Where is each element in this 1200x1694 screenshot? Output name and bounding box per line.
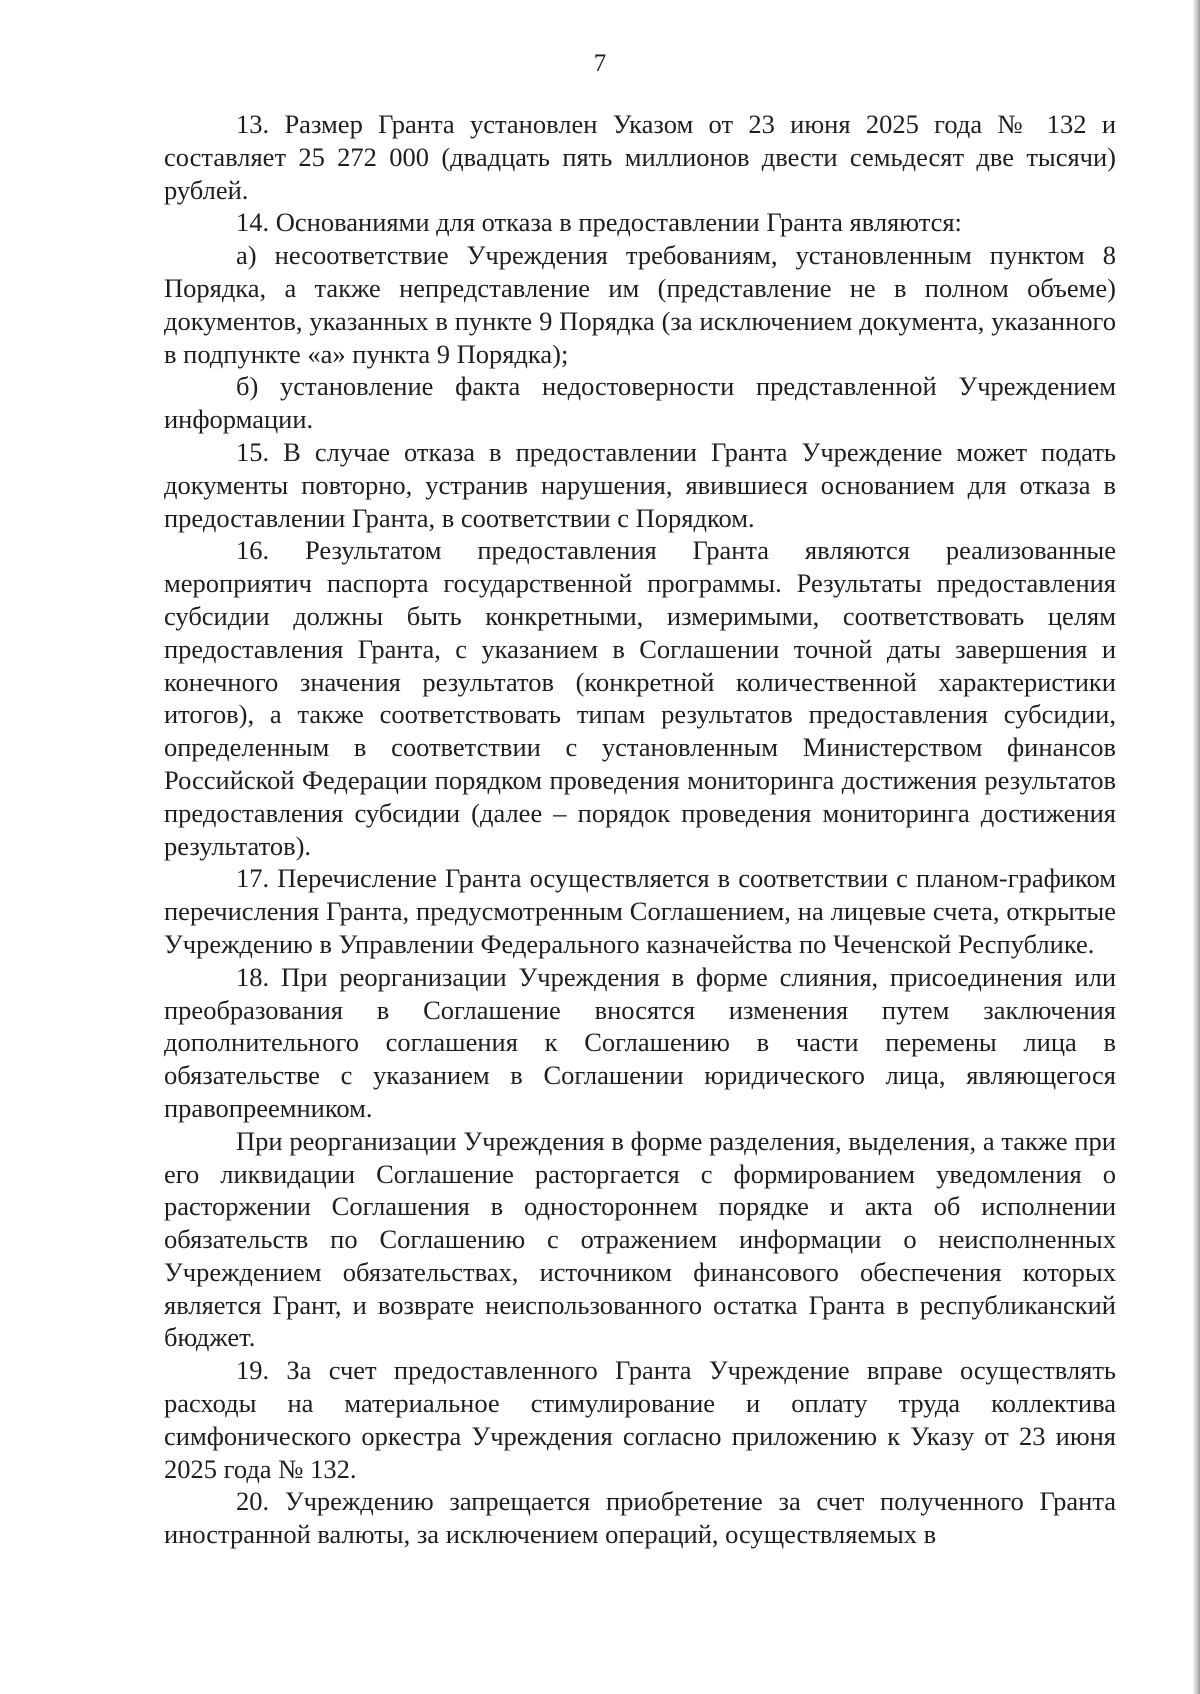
paragraph-16: 16. Результатом предоставления Гранта являются реализованные мероприятич паспорта государственной программы. Результаты предоставления субсидии должны быть конкретными, измеримыми, соответствовать целям предоставления Гранта, с указанием в Соглашении точной даты завершения и конечного значения результатов (конкретной количественной характеристики итогов), а также соответствовать типам результатов предоставления субсидии, определенным в соответствии с установленным Министерством финансов Российской Федерации порядком проведения мониторинга достижения результатов предоставления субсидии (далее – порядок проведения мониторинга достижения результатов). (164, 535, 1116, 861)
page-number: 7 (593, 50, 607, 77)
paragraph-18-continued: При реорганизации Учреждения в форме разделения, выделения, а также при его ликвидации Соглашение расторгается с формированием уведомления о расторжении Соглашения в одностороннем порядке и акта об исполнении обязательств по Соглашению с отражением информации о неисполненных Учреждением обязательствах, источником финансового обеспечения которых является Грант, и возврате неиспользованного остатка Гранта в республиканский бюджет. (164, 1125, 1116, 1353)
document-body (164, 108, 1116, 1551)
paragraph-14: 14. Основаниями для отказа в предоставлении Гранта являются: (236, 207, 962, 238)
paragraph-14-a: а) несоответствие Учреждения требованиям, установленным пунктом 8 Порядка, а также непредставление им (представление не в полном объеме) документов, указанных в пункте 9 Порядка (за исключением документа, указанного в подпункте «а» пункта 9 Порядка); (164, 240, 1116, 369)
paragraph-20: 20. Учреждению запрещается приобретение за счет полученного Гранта иностранной валюты, за исключением операций, осуществляемых в (164, 1486, 1116, 1550)
page-edge-shadow (1192, 0, 1200, 1694)
paragraph-14-b: б) установление факта недостоверности представленной Учреждением информации. (164, 371, 1116, 435)
paragraph-13: 13. Размер Гранта установлен Указом от 23 июня 2025 года № 132 и составляет 25 272 000 (двадцать пять миллионов двести семьдесят две тысячи) рублей. (164, 109, 1116, 205)
paragraph-15: 15. В случае отказа в предоставлении Гранта Учреждение может подать документы повторно, устранив нарушения, явившиеся основанием для отказа в предоставлении Гранта, в соответствии с Порядком. (164, 436, 1116, 533)
paragraph-17: 17. Перечисление Гранта осуществляется в соответствии с планом-графиком перечисления Гранта, предусмотренным Соглашением, на лицевые счета, открытые Учреждению в Управлении Федерального казначейства по Чеченской Республике. (164, 863, 1116, 959)
paragraph-19: 19. За счет предоставленного Гранта Учреждение вправе осуществлять расходы на материальное стимулирование и оплату труда коллектива симфонического оркестра Учреждения согласно приложению к Указу от 23 июня 2025 года № 132. (164, 1355, 1116, 1484)
paragraph-18: 18. При реорганизации Учреждения в форме слияния, присоединения или преобразования в Соглашение вносятся изменения путем заключения дополнительного соглашения к Соглашению в части перемены лица в обязательстве с указанием в Соглашении юридического лица, являющегося правопреемником. (164, 961, 1116, 1123)
